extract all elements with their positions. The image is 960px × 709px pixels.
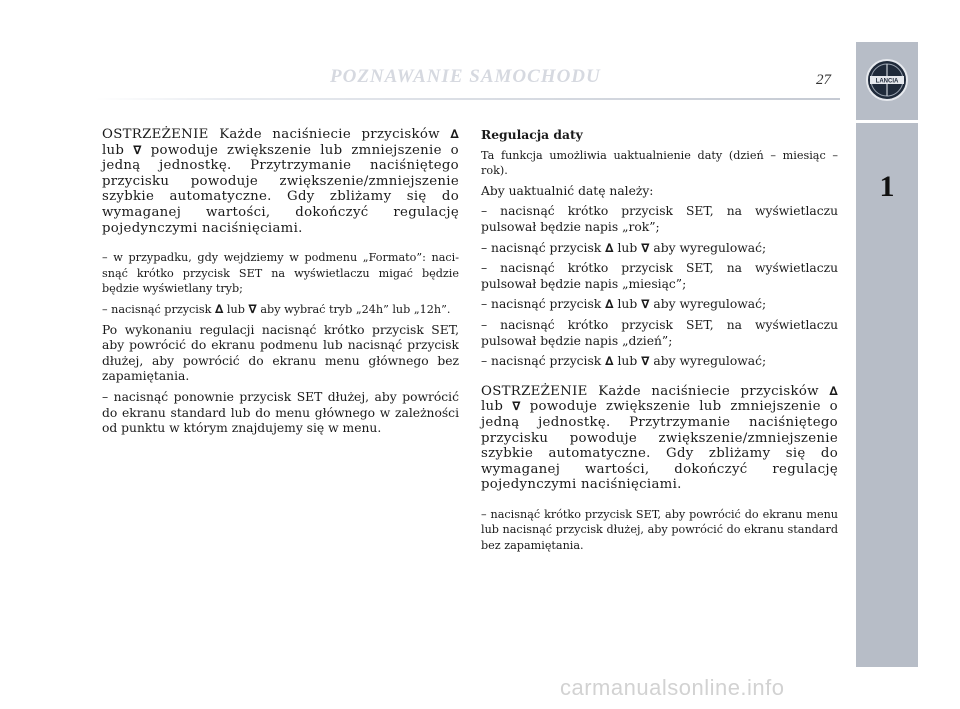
right-column — [481, 127, 838, 559]
left-column — [102, 127, 459, 442]
up-arrow-icon: ∆ — [450, 127, 460, 141]
adjust-tail: aby wyregulować; — [653, 240, 767, 255]
up-arrow-icon: ∆ — [605, 297, 614, 312]
up-arrow-icon: ∆ — [605, 240, 614, 255]
paragraph-return: – nacisnąć ponownie przycisk SET dłużej, aby powrócić do ekranu standard lub do menu głównego w zależności od punktu w którym znajdujemy się w menu. — [102, 389, 459, 436]
step-adjust-year — [481, 241, 838, 257]
adjust-tail: aby wyregulować; — [653, 297, 767, 312]
down-arrow-icon: ∇ — [641, 297, 650, 312]
down-arrow-icon: ∇ — [248, 301, 257, 316]
step-month: – nacisnąć krótko przycisk SET, na wyświetlaczu pulsował będzie napis „miesiąc”; — [481, 261, 838, 291]
adjust-lead: – nacisnąć przycisk — [481, 297, 602, 312]
section-heading: Regulacja daty — [481, 127, 583, 142]
step-year: – nacisnąć krótko przycisk SET, na wyświetlaczu pulsował będzie napis „rok”; — [481, 204, 838, 234]
step-adjust-day — [481, 354, 838, 370]
select-mode-tail: aby wybrać tryb „24h” lub „12h”. — [260, 302, 451, 316]
up-arrow-icon: ∆ — [214, 301, 224, 316]
tab-divider — [856, 120, 918, 123]
final-paragraph: – nacisnąć krótko przycisk SET, aby powrócić do ekranu menu lub nacisnąć przycisk dłużej, aby powrócić do ekranu standard bez zapamiętania. — [481, 507, 838, 553]
header-rule — [95, 98, 840, 100]
lub-word: lub — [102, 142, 125, 158]
watermark: carmanualsonline.info — [560, 675, 785, 700]
lead-paragraph: Aby uaktualnić datę należy: — [481, 183, 654, 198]
page-number: 27 — [816, 72, 831, 88]
svg-text:LANCIA: LANCIA — [875, 78, 899, 85]
warning-paragraph — [102, 127, 459, 236]
paragraph-format-submenu: – w przypadku, gdy wejdziemy w podmenu „Formato”: nacisnąć krótko przycisk SET na wyświetlaczu migać będzie będzie wyświetlany tryb; — [102, 251, 459, 296]
up-arrow-icon: ∆ — [605, 354, 614, 369]
down-arrow-icon: ∇ — [512, 399, 521, 414]
down-arrow-icon: ∇ — [641, 240, 650, 255]
adjust-lead: – nacisnąć przycisk — [481, 354, 602, 369]
down-arrow-icon: ∇ — [133, 142, 142, 157]
up-arrow-icon: ∆ — [829, 383, 839, 398]
adjust-lead: – nacisnąć przycisk — [481, 240, 602, 255]
step-day: – nacisnąć krótko przycisk SET, na wyświetlaczu pulsował będzie napis „dzień”; — [481, 317, 838, 348]
lub-word: lub — [617, 240, 638, 255]
down-arrow-icon: ∇ — [641, 354, 650, 369]
lub-word: lub — [481, 399, 504, 415]
warning-text-body: powoduje zwiększenie lub zmniejszenie o jedną jednostkę. Przytrzymanie naciśniętego przycisku powoduje zwiększenie/zmniejszenie szybkie automatyczne. Gdy zbliżamy się do wymaganej wartości, dokończyć regulację pojedynczymi naciśnięciami. — [481, 399, 838, 493]
intro-paragraph: Ta funkcja umożliwia uaktualnienie daty (dzień – miesiąc – rok). — [481, 148, 838, 178]
paragraph-select-mode — [102, 302, 459, 318]
lub-word: lub — [617, 354, 638, 369]
lancia-logo-icon — [865, 58, 909, 102]
chapter-tab — [856, 42, 918, 667]
warning-text-lead: Każde naciśniecie przycisków — [598, 383, 819, 399]
chapter-number: 1 — [879, 170, 895, 203]
lub-word: lub — [617, 297, 638, 312]
adjust-tail: aby wyregulować; — [653, 354, 767, 369]
warning-text-body: powoduje zwiększenie lub zmniejszenie o jedną jednostkę. Przytrzymanie naciśniętego przycisku powoduje zwiększenie/zmniejszenie szybkie automatyczne. Gdy zbliżamy się do wymaganej wartości, dokończyć regulację pojedynczymi naciśnięciami. — [102, 142, 459, 236]
lub-word: lub — [226, 302, 245, 316]
warning-word: OSTRZEŻENIE — [102, 127, 209, 142]
select-mode-lead: – nacisnąć przycisk — [102, 302, 212, 316]
paragraph-after-adjust: Po wykonaniu regulacji nacisnąć krótko przycisk SET, aby powrócić do ekranu podmenu lub nacisnąć przycisk dłużej, aby powrócić do ekranu menu głównego bez zapamiętania. — [102, 322, 459, 384]
warning-paragraph — [481, 384, 838, 493]
step-adjust-month — [481, 297, 838, 313]
running-header: POZNAWANIE SAMOCHODU — [330, 66, 601, 87]
warning-text-lead: Każde naciśniecie przycisków — [219, 127, 440, 142]
warning-word: OSTRZEŻENIE — [481, 383, 588, 399]
